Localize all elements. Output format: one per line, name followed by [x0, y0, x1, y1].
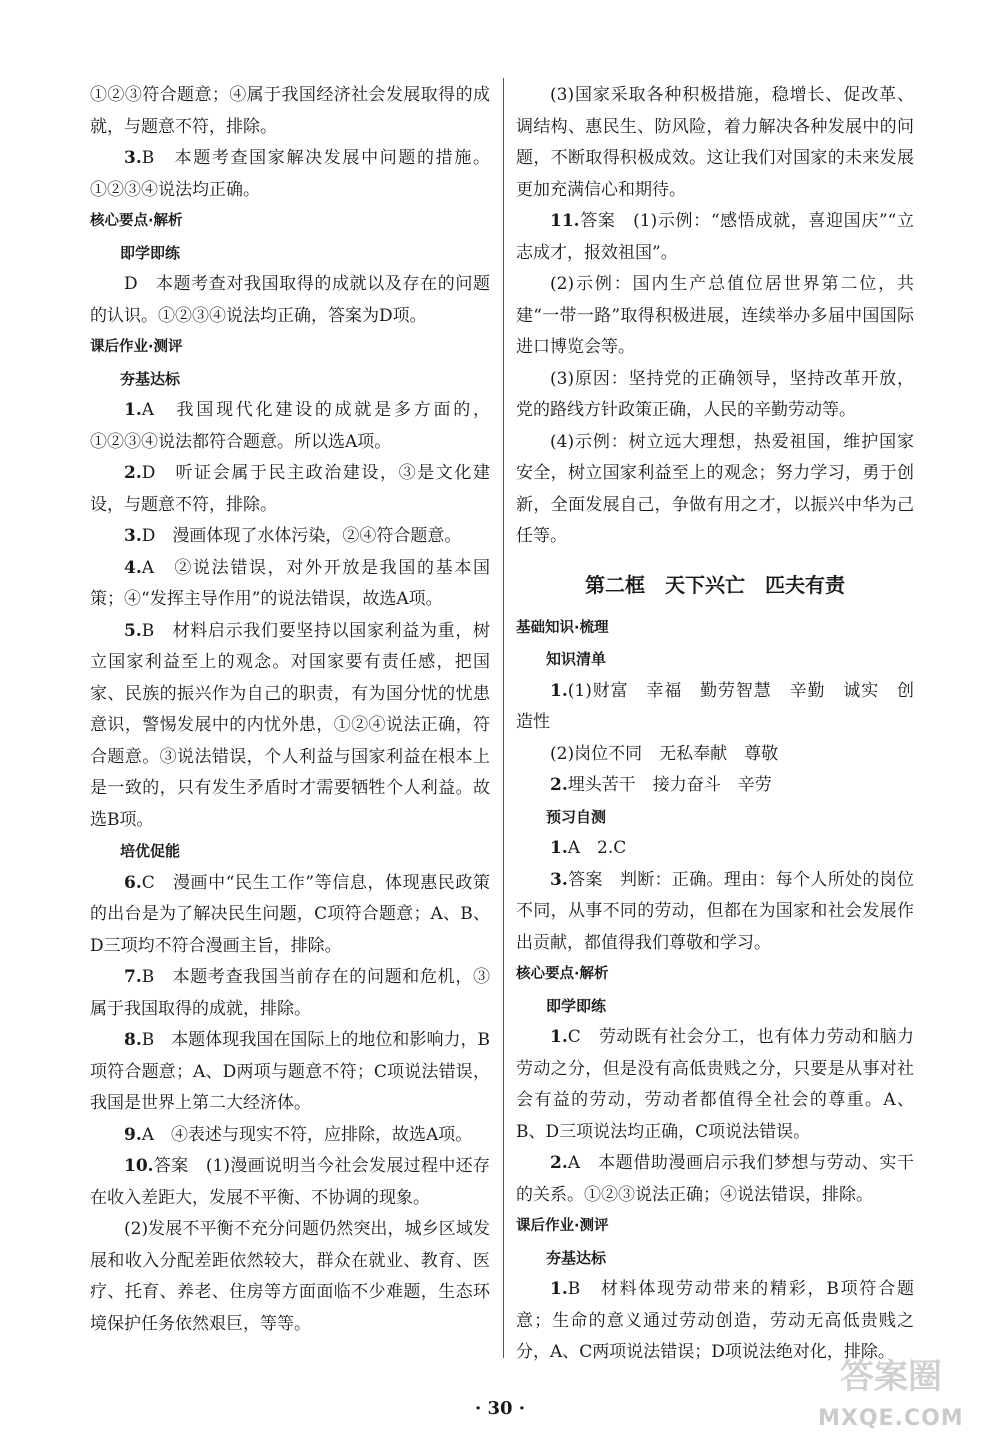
question-number: 11. [550, 211, 580, 231]
answer-paragraph [516, 1022, 914, 1148]
section-heading: 课后作业·测评 [516, 1218, 609, 1234]
answer-text: (1)财富 幸福 勤劳智慧 辛勤 诚实 创造性 [516, 680, 914, 732]
answer-paragraph [90, 521, 490, 553]
answer-paragraph [90, 1025, 490, 1120]
answer-paragraph [516, 833, 914, 865]
answer-text: A 我国现代化建设的成就是多方面的，①②③④说法都符合题意。所以选A项。 [90, 400, 490, 452]
subsection-heading: 预习自测 [546, 807, 607, 826]
question-number: 9. [124, 1124, 142, 1145]
section-heading: 基础知识·梳理 [516, 619, 609, 636]
question-number: 2. [550, 1153, 568, 1173]
answer-text: (4)示例：树立远大理想，热爱祖国，维护国家安全，树立国家利益至上的观念；努力学习，勇于创新，全面发展自己，争做有用之才，以振兴中华为己任等。 [516, 431, 914, 546]
answer-text: C 劳动既有社会分工，也有体力劳动和脑力劳动之分，但是没有高低贵贱之分，只要是从事对社会有益的劳动，劳动者都值得全社会的尊重。A、B、D三项说法均正确，C项说法错误。 [516, 1027, 914, 1142]
question-number: 1. [550, 1027, 568, 1047]
subsection-heading: 即学即练 [120, 243, 181, 262]
answer-paragraph [516, 739, 914, 771]
section-heading: 核心要点·解析 [90, 213, 183, 229]
question-number: 1. [550, 838, 568, 858]
answer-text: (3)国家采取各种积极措施，稳增长、促改革、调结构、惠民生、防风险，着力解决各种发展中的问题，不断取得积极成效。这让我们对国家的未来发展更加充满信心和期待。 [516, 85, 914, 200]
answer-text: 答案 判断：正确。理由：每个人所处的岗位不同，从事不同的劳动，但都在为国家和社会发展作出贡献，都值得我们尊敬和学习。 [516, 869, 914, 953]
question-number: 1. [550, 680, 568, 701]
question-number: 5. [124, 620, 142, 641]
question-number: 3. [124, 148, 142, 168]
answer-text: C 漫画中“民生工作”等信息，体现惠民政策的出台是为了解决民生问题，C项符合题意；A、B、D三项均不符合漫画主旨，排除。 [90, 872, 490, 956]
answer-paragraph [90, 962, 490, 1025]
answer-paragraph [90, 616, 490, 837]
question-number: 3. [124, 526, 142, 546]
answer-text: D 本题考查对我国取得的成就以及存在的问题的认识。①②③④说法均正确，答案为D项。 [90, 274, 490, 326]
subsection-heading: 夯基达标 [120, 369, 181, 388]
question-number: 2. [550, 775, 568, 795]
answer-paragraph [90, 458, 490, 521]
answer-paragraph [516, 269, 914, 364]
subsection-heading: 培优促能 [120, 842, 181, 860]
answer-text: A ④表述与现实不符，应排除，故选A项。 [141, 1124, 473, 1145]
answer-text: D 漫画体现了水体污染，②④符合题意。 [141, 526, 462, 546]
subsection-heading: 即学即练 [546, 996, 607, 1015]
question-number: 7. [124, 967, 142, 987]
answer-paragraph [90, 868, 490, 963]
answer-paragraph [90, 269, 490, 332]
question-number: 3. [550, 869, 568, 890]
question-number: 1. [550, 1279, 568, 1299]
answer-paragraph [516, 427, 914, 553]
answer-text: B 材料启示我们要坚持以国家利益为重，树立国家利益至上的观念。对国家要有责任感，把国家、民族的振兴作为自己的职责，有为国分忧的忧患意识，警惕发展中的内忧外患，①②④说法正确，符合题意。③说法错误，个人利益与国家利益在根本上是一致的，只有发生矛盾时才需要牺牲个人利益。故选B项。 [90, 620, 490, 830]
subsection-heading: 知识清单 [546, 650, 607, 668]
answer-paragraph [516, 865, 914, 960]
answer-text: B 本题体现我国在国际上的地位和影响力，B项符合题意；A、D两项与题意不符；C项说法错误，我国是世界上第二大经济体。 [90, 1030, 490, 1113]
page-number: · 30 · [474, 1398, 526, 1419]
answer-paragraph [90, 395, 490, 458]
answer-text: A 本题借助漫画启示我们梦想与劳动、实干的关系。①②③说法正确；④说法错误，排除。 [516, 1153, 914, 1205]
section-heading: 核心要点·解析 [516, 966, 609, 982]
question-number: 4. [124, 557, 142, 578]
answer-text: D 听证会属于民主政治建设，③是文化建设，与题意不符，排除。 [90, 463, 490, 515]
answer-paragraph [90, 1214, 490, 1340]
answer-text: 答案 (1)示例：“感悟成就，喜迎国庆”“立志成才，报效祖国”。 [516, 211, 914, 263]
column-divider [503, 78, 504, 1358]
answer-paragraph [516, 1148, 914, 1211]
answer-text: A 2.C [567, 838, 627, 858]
answer-paragraph [516, 206, 914, 269]
answer-paragraph [516, 676, 914, 739]
question-number: 8. [124, 1030, 142, 1050]
question-number: 10. [124, 1156, 154, 1176]
question-number: 6. [124, 872, 142, 893]
question-number: 2. [124, 463, 142, 483]
answer-text: A ②说法错误，对外开放是我国的基本国策；④“发挥主导作用”的说法错误，故选A项。 [90, 557, 490, 609]
lesson-title: 第二框 天下兴亡 匹夫有责 [585, 572, 845, 597]
right-column [516, 80, 914, 1369]
answer-paragraph [516, 770, 914, 802]
answer-text: 答案 (1)漫画说明当今社会发展过程中还存在收入差距大，发展不平衡、不协调的现象。 [90, 1156, 490, 1208]
watermark-logo-text: 答案圈 [840, 1357, 942, 1397]
answer-paragraph [90, 80, 490, 143]
left-column [90, 80, 490, 1340]
answer-paragraph [90, 1120, 490, 1152]
answer-paragraph [90, 1151, 490, 1214]
subsection-heading: 夯基达标 [546, 1248, 607, 1267]
answer-text: (3)原因：坚持党的正确领导，坚持改革开放，党的路线方针政策正确，人民的辛勤劳动等。 [516, 368, 914, 420]
section-heading: 课后作业·测评 [90, 339, 183, 355]
answer-text: (2)示例：国内生产总值位居世界第二位，共建“一带一路”取得积极进展，连续举办多届中国国际进口博览会等。 [516, 274, 914, 357]
answer-paragraph [90, 553, 490, 616]
watermark-logo [810, 1343, 980, 1433]
answer-paragraph [90, 143, 490, 206]
question-number: 1. [124, 400, 142, 420]
answer-paragraph [516, 364, 914, 427]
answer-text: B 本题考查我国当前存在的问题和危机，③属于我国取得的成就，排除。 [90, 967, 490, 1019]
answer-text: ①②③符合题意；④属于我国经济社会发展取得的成就，与题意不符，排除。 [90, 85, 490, 137]
watermark-site-text: MXQE.COM [818, 1406, 964, 1431]
answer-text: B 材料体现劳动带来的精彩，B项符合题意；生命的意义通过劳动创造，劳动无高低贵贱之分，A、C两项说法错误；D项说法绝对化，排除。 [516, 1279, 914, 1362]
answer-paragraph [516, 80, 914, 206]
answer-text: (2)岗位不同 无私奉献 尊敬 [550, 743, 779, 764]
answer-text: (2)发展不平衡不充分问题仍然突出，城乡区域发展和收入分配差距依然较大，群众在就业、教育、医疗、托育、养老、住房等方面面临不少难题，生态环境保护任务依然艰巨，等等。 [90, 1219, 490, 1334]
answer-text: 埋头苦干 接力奋斗 辛劳 [567, 775, 772, 795]
answer-text: B 本题考查国家解决发展中问题的措施。①②③④说法均正确。 [90, 148, 490, 200]
